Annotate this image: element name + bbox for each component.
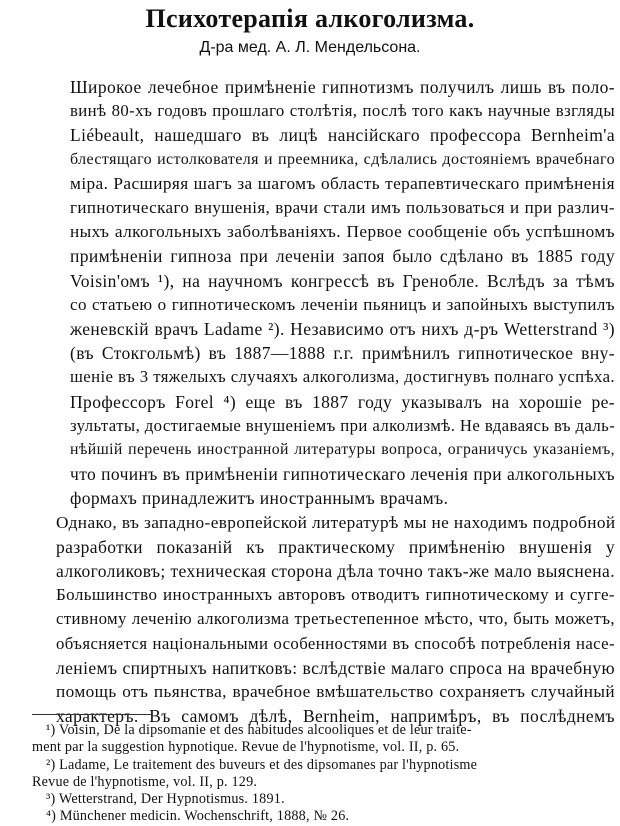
article-title: Психотерапія алкоголизма. bbox=[145, 4, 475, 33]
text-line: (въ Стокгольмѣ) въ 1887—1888 г.г. примѣнилъ гипнотическое вну- bbox=[70, 343, 615, 364]
footnote-line: ³) Wetterstrand, Der Hypnotismus. 1891. bbox=[46, 791, 285, 808]
text-line: что починъ въ примѣненіи гипнотическаго леченія при алкогольныхъ bbox=[70, 464, 615, 485]
paragraph-2 bbox=[32, 511, 615, 729]
text-line: стивному леченію алкоголизма третьестепенное мѣсто, что, быть можетъ, bbox=[56, 609, 615, 629]
text-line: нѣйшій перечень иностранной литературы вопроса, ограничусь указаніемъ, bbox=[70, 441, 615, 459]
text-line: примѣненіи гипноза при леченіи запоя было сдѣлано въ 1885 году bbox=[70, 246, 615, 267]
text-line: гипнотическаго внушенія, врачи стали имъ пользоваться и при различ- bbox=[70, 198, 615, 218]
article-author: Д-ра мед. А. Л. Мендельсона. bbox=[199, 39, 421, 56]
paragraph-1 bbox=[32, 75, 615, 511]
text-line: женевскій врачъ Ladame ²). Независимо отъ нихъ д-ръ Wetterstrand ³) bbox=[70, 319, 615, 340]
footnote-line: ⁴) Münchener medicin. Wochenschrift, 1888, № 26. bbox=[46, 808, 350, 825]
text-line: міра. Расширяя шагъ за шагомъ область терапевтическаго примѣненія bbox=[70, 173, 615, 193]
text-line: блестящаго истолкователя и преемника, сдѣлались достояніемъ врачебнаго bbox=[70, 150, 615, 168]
text-line: Однако, въ западно-европейской литературѣ мы не находимъ подробной bbox=[56, 512, 616, 532]
article-body bbox=[32, 75, 615, 728]
footnote-divider bbox=[32, 714, 152, 715]
text-line: алкоголиковъ; техническая сторона дѣла точно такъ-же мало выяснена. bbox=[56, 561, 615, 582]
text-line: со статьею о гипнотическомъ леченіи пьяницъ и запойныхъ выступилъ bbox=[70, 294, 615, 314]
text-line: шеніе въ 3 тяжелыхъ случаяхъ алкоголизма, достигнувъ полнаго успѣха. bbox=[70, 367, 615, 387]
text-line: помощь отъ пьянства, врачебное вмѣшательство сохраняетъ случайный bbox=[56, 682, 615, 702]
text-line: разработки показаній къ практическому примѣненію внушенія у bbox=[56, 536, 615, 557]
text-line: леніемъ спиртныхъ напитковъ: вслѣдствіе малаго спроса на врачебную bbox=[56, 657, 615, 678]
text-line: Voisin'омъ ¹), на научномъ конгрессѣ въ Гренобле. Вслѣдъ за тѣмъ bbox=[70, 270, 615, 291]
text-line: Liébeault, нашедшаго въ лицѣ нансійскаго профессора Bernheim'а bbox=[70, 125, 615, 146]
footnote-line: ment par la suggestion hypnotique. Revue de l'hypnotisme, vol. II, p. 65. bbox=[32, 739, 460, 756]
footnote-line: Revue de l'hypnotisme, vol. II, p. 129. bbox=[32, 773, 258, 790]
text-line: Профессоръ Forel ⁴) еще въ 1887 году указывалъ на хорошіе ре- bbox=[70, 391, 615, 412]
text-line: зультаты, достигаемые внушеніемъ при алколизмѣ. Не вдаваясь въ даль- bbox=[70, 415, 616, 435]
text-line: характеръ. Въ самомъ дѣлѣ, Bernheim, напримѣръ, въ послѣднемъ bbox=[56, 706, 615, 727]
footnote-line: ²) Ladame, Le traitement des buveurs et des dipsomanes par l'hypnotisme bbox=[46, 756, 478, 773]
text-line: Широкое лечебное примѣненіе гипнотизмъ получилъ лишь въ поло- bbox=[70, 77, 615, 97]
footnotes bbox=[32, 722, 615, 826]
text-line: формахъ принадлежитъ иностраннымъ врачамъ. bbox=[70, 488, 449, 509]
footnote-line: ¹) Voisin, De la dipsomanie et des habitudes alcooliques et de leur traite- bbox=[46, 722, 472, 738]
text-line: объясняется національными особенностями въ способѣ потребленія насе- bbox=[56, 633, 615, 653]
text-line: винѣ 80-хъ годовъ прошлаго столѣтія, послѣ того какъ научные взгляды bbox=[70, 101, 615, 121]
text-line: Большинство иностранныхъ авторовъ отводитъ гипнотическому и сугге- bbox=[56, 585, 615, 605]
text-line: ныхъ алкогольныхъ заболѣваніяхъ. Первое сообщеніе объ успѣшномъ bbox=[70, 222, 615, 242]
